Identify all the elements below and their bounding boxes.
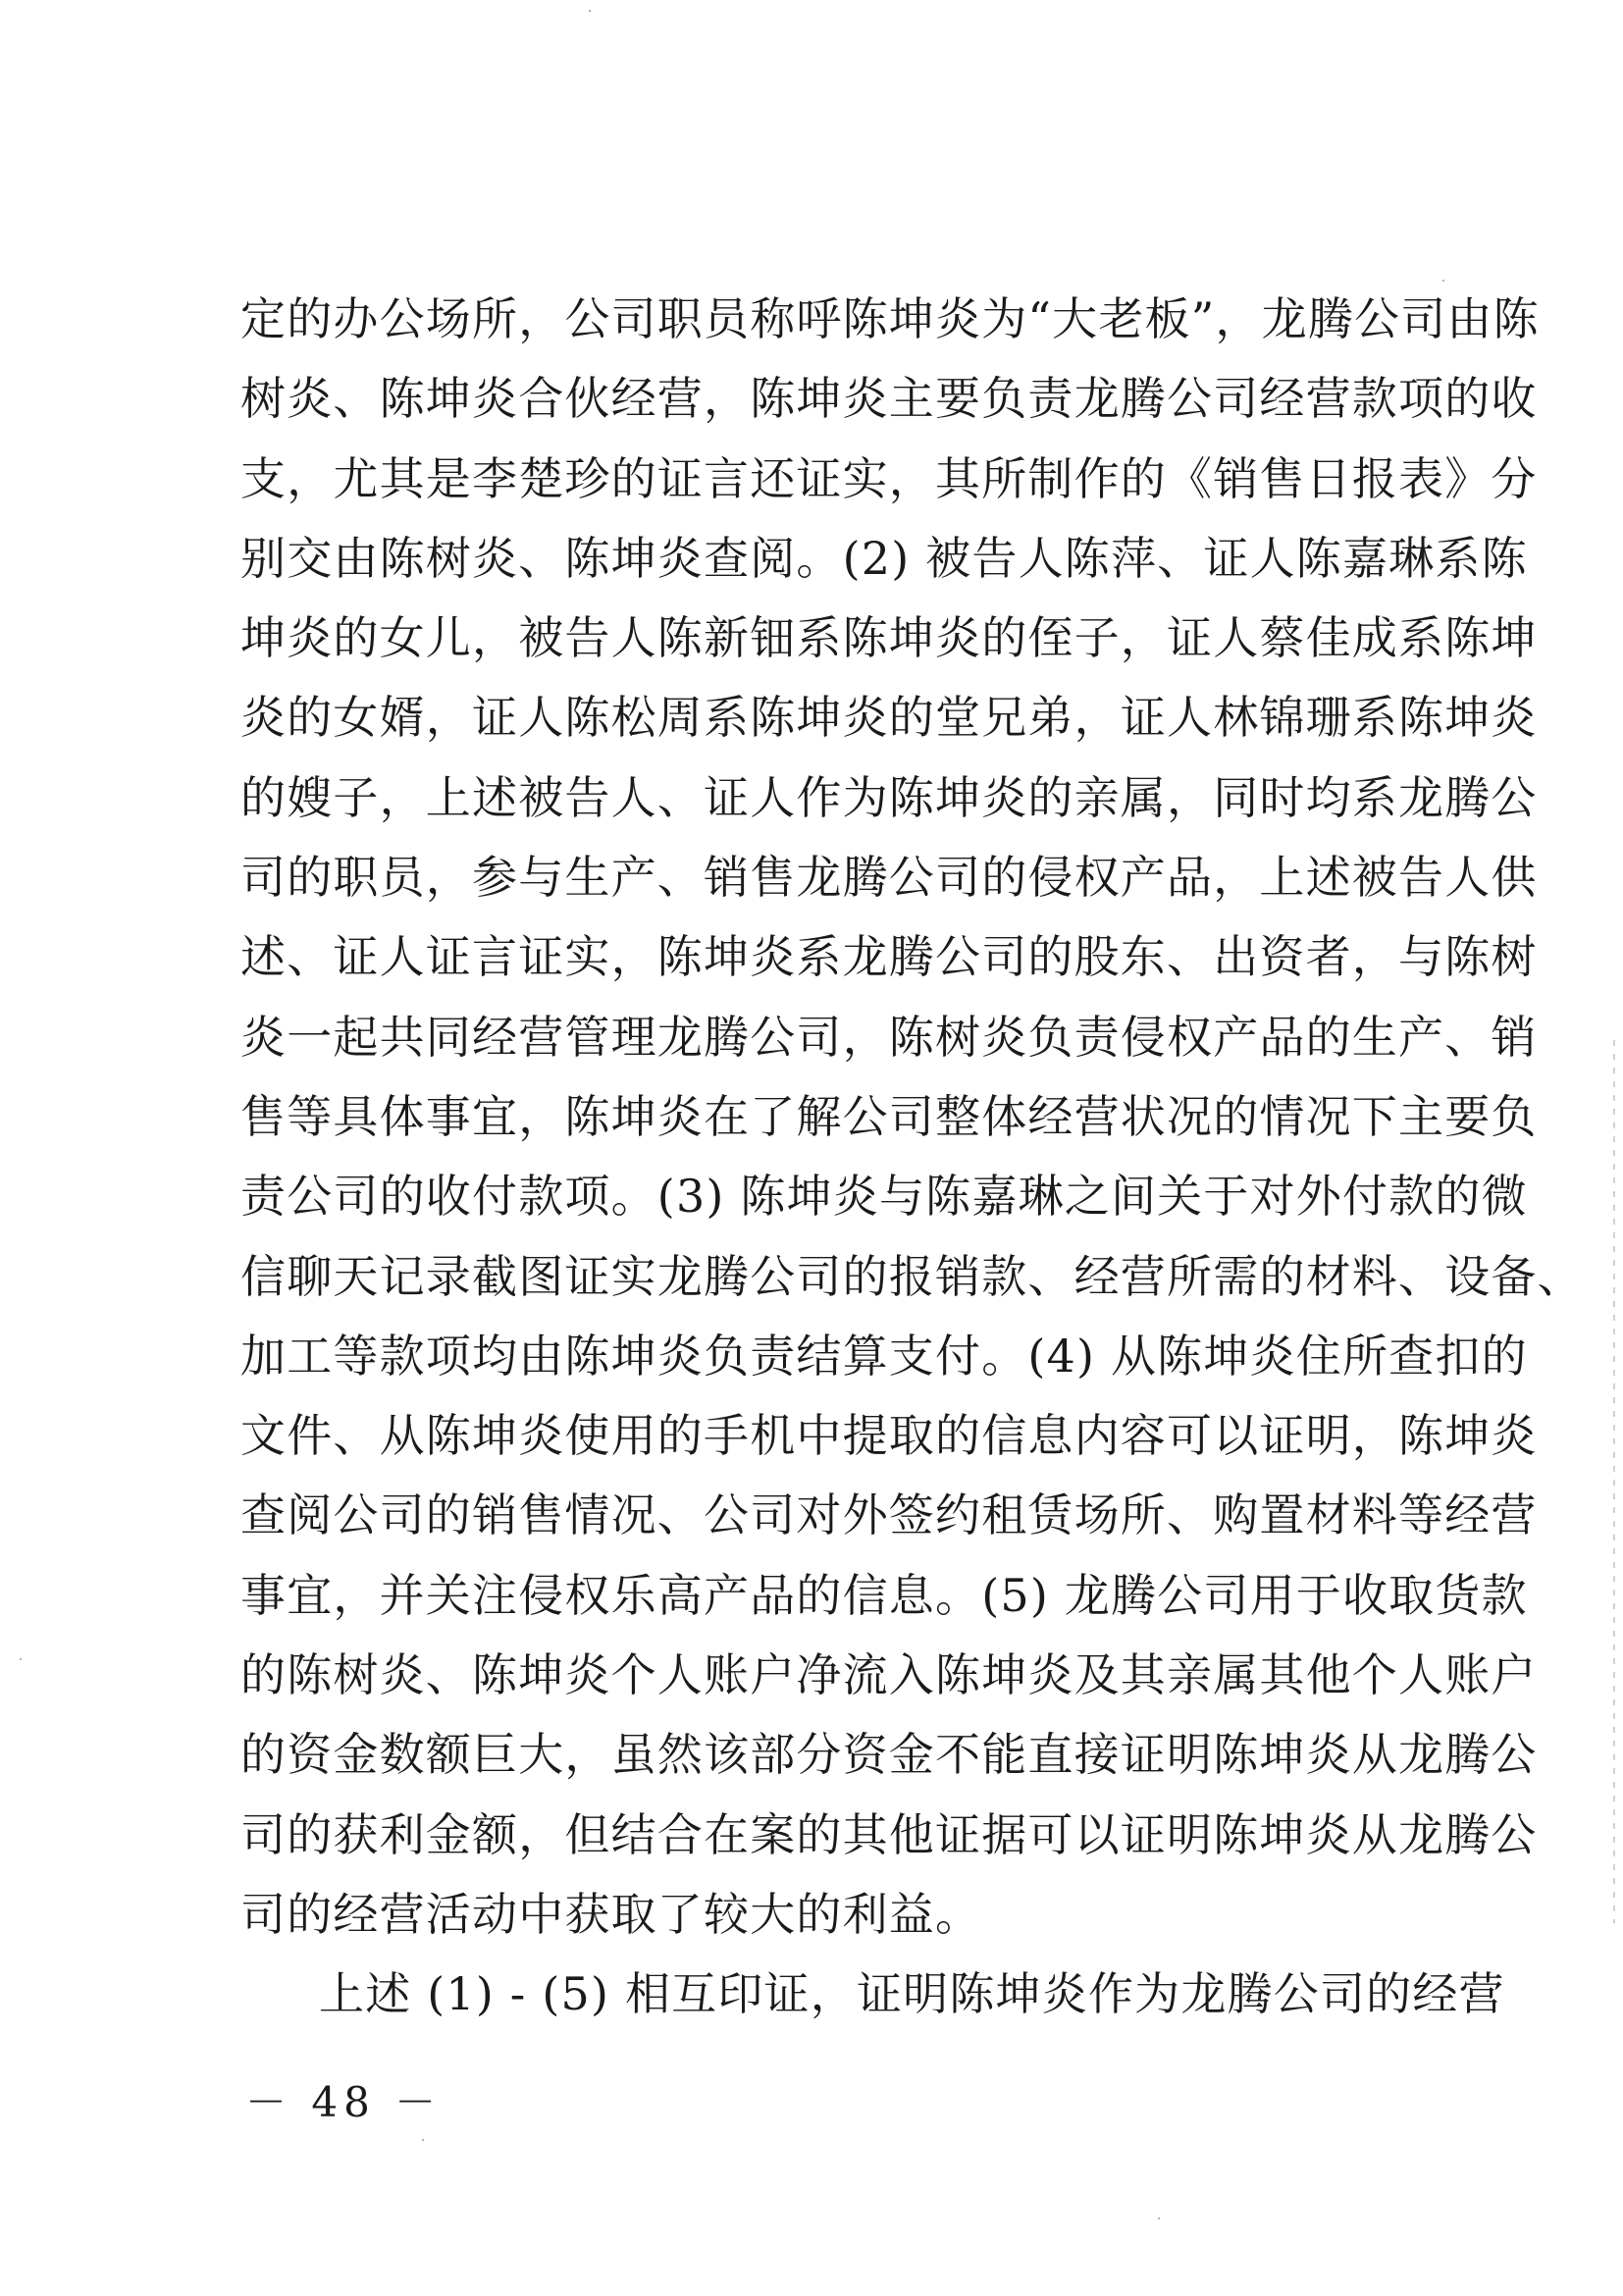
text-line: 炎一起共同经营管理龙腾公司，陈树炎负责侵权产品的生产、销 — [240, 1010, 1538, 1064]
body-text — [240, 280, 1584, 2035]
text-line: 售等具体事宜，陈坤炎在了解公司整体经营状况的情况下主要负 — [240, 1089, 1538, 1143]
text-line: 炎的女婿，证人陈松周系陈坤炎的堂兄弟，证人林锦珊系陈坤炎 — [240, 691, 1538, 745]
scan-speck — [422, 2139, 424, 2141]
paragraph-start-line: 上述 (1) - (5) 相互印证，证明陈坤炎作为龙腾公司的经营 — [319, 1967, 1505, 2021]
scan-speck — [20, 1658, 22, 1660]
text-line: 文件、从陈坤炎使用的手机中提取的信息内容可以证明，陈坤炎 — [240, 1409, 1538, 1463]
text-line: 加工等款项均由陈坤炎负责结算支付。(4) 从陈坤炎住所查扣的 — [240, 1329, 1528, 1383]
scan-edge-artifact — [1613, 1040, 1615, 1923]
text-line: 查阅公司的销售情况、公司对外签约租赁场所、购置材料等经营 — [240, 1488, 1538, 1542]
scan-speck — [1158, 2218, 1160, 2219]
text-line: 坤炎的女儿，被告人陈新钿系陈坤炎的侄子，证人蔡佳成系陈坤 — [240, 611, 1538, 665]
text-line: 支，尤其是李楚珍的证言还证实，其所制作的《销售日报表》分 — [240, 451, 1538, 505]
text-line: 述、证人证言证实，陈坤炎系龙腾公司的股东、出资者，与陈树 — [240, 930, 1538, 984]
text-line: 司的经营活动中获取了较大的利益。 — [240, 1887, 982, 1941]
scan-speck — [589, 10, 591, 12]
text-line: 的资金数额巨大，虽然该部分资金不能直接证明陈坤炎从龙腾公 — [240, 1728, 1538, 1782]
scan-speck — [1442, 280, 1444, 282]
page-number: － 48 － — [245, 2078, 443, 2126]
text-line: 司的职员，参与生产、销售龙腾公司的侵权产品，上述被告人供 — [240, 851, 1538, 905]
text-line: 别交由陈树炎、陈坤炎查阅。(2) 被告人陈萍、证人陈嘉琳系陈 — [240, 531, 1528, 585]
text-line: 信聊天记录截图证实龙腾公司的报销款、经营所需的材料、设备、 — [240, 1249, 1584, 1303]
text-line: 的嫂子，上述被告人、证人作为陈坤炎的亲属，同时均系龙腾公 — [240, 770, 1538, 824]
text-line: 司的获利金额，但结合在案的其他证据可以证明陈坤炎从龙腾公 — [240, 1807, 1538, 1861]
text-line: 责公司的收付款项。(3) 陈坤炎与陈嘉琳之间关于对外付款的微 — [240, 1170, 1528, 1224]
text-line: 的陈树炎、陈坤炎个人账户净流入陈坤炎及其亲属其他个人账户 — [240, 1648, 1538, 1702]
text-line: 事宜，并关注侵权乐高产品的信息。(5) 龙腾公司用于收取货款 — [240, 1568, 1528, 1622]
text-line: 树炎、陈坤炎合伙经营，陈坤炎主要负责龙腾公司经营款项的收 — [240, 372, 1538, 426]
text-line: 定的办公场所，公司职员称呼陈坤炎为“大老板”，龙腾公司由陈 — [240, 292, 1540, 345]
